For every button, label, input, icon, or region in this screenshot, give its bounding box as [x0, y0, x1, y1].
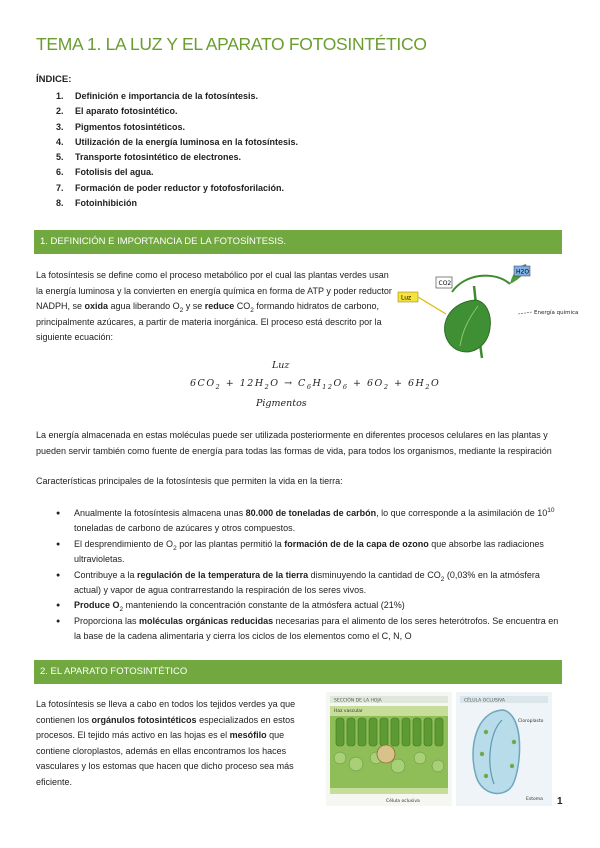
energy-paragraph: La energía almacenada en estas moléculas puede ser utilizada posteriormente en diferentes procesos celulares en las plantas y pueden servir también como fuente de energía para todas las formas de vida, para todos los organismos, mediante la respiración: [36, 430, 552, 456]
list-item: ● Anualmente la fotosíntesis almacena unas 80.000 de toneladas de carbón, lo que corresponde a la asimilación de $10^{10}$ toneladas de carbono de azúcares y otros compuestos.: [56, 506, 562, 537]
index-item: 6. Fotolisis del agua.: [56, 167, 154, 178]
luz-label: Luz: [401, 294, 412, 302]
index-label: ÍNDICE:: [36, 74, 72, 85]
index-item: 4. Utilización de la energía luminosa en la fotosíntesis.: [56, 136, 299, 147]
section-1-intro: La fotosíntesis se define como el proceso metabólico por el cual las plantas verdes usan la energía luminosa y la convierten en energía química en forma de ATP y poder reductor NADPH, se oxida agua liberando $O_2$ y se reduce $CO_2$ formando hidratos de carbono, principalmente azúcares, a partir de materia inorgánica. El proceso está descrito por la siguiente ecuación:: [36, 270, 392, 343]
h2o-label: H2O: [516, 268, 530, 276]
characteristics-list: [56, 506, 562, 645]
list-item: ● Proporciona las moléculas orgánicas reducidas necesarias para el alimento de los seres heterótrofos. Se encuentra en la base de la cadena alimentaria y cierra los ciclos de los elementos como el C, N, O: [56, 614, 562, 645]
stoma-label: Estoma: [526, 797, 543, 802]
energia-label: Energía química: [534, 310, 579, 316]
list-item: ● Contribuye a la regulación de la temperatura de la tierra disminuyendo la cantidad de $CO_2$ (0,03% en la atmósfera actual) y vapor de agua contrarrestando la respiración de los seres vivos.: [56, 568, 562, 599]
list-item: ● Produce $O_2$ manteniendo la concentración constante de la atmósfera actual (21%): [56, 598, 562, 613]
index-item: 8. Fotoinhibición: [56, 198, 137, 209]
index-item: 2. El aparato fotosintético.: [56, 106, 178, 117]
characteristics-intro: Características principales de la fotosíntesis que permiten la vida en la tierra:: [36, 476, 343, 486]
photosynthesis-equation: [160, 360, 450, 416]
section-1-heading: 1. DEFINICIÓN E IMPORTANCIA DE LA FOTOSÍNTESIS.: [34, 230, 562, 254]
photosynthesis-plant-figure: [394, 262, 579, 362]
section-2-paragraph: La fotosíntesis se lleva a cabo en todos los tejidos verdes ya que contienen los orgánulos fotosintéticos especializados en estos procesos. El tejido más activo en las hojas es el mesófilo que contiene cloroplastos, además en ellas encontramos los haces vasculares y los estomas que hacen que dicho proceso sea más eficiente.: [36, 699, 296, 787]
equation-pigmentos: Pigmentos: [256, 398, 307, 409]
list-item: ● El desprendimiento de $O_2$ por las plantas permitió la formación de de la capa de ozono que absorbe las radiaciones ultravioletas.: [56, 537, 562, 568]
index-item: 1. Definición e importancia de la fotosíntesis.: [56, 91, 259, 101]
page-number: 1: [557, 796, 563, 807]
co2-label: CO2: [438, 280, 452, 287]
leaf-section-header: SECCIÓN DE LA HOJA: [334, 698, 382, 704]
index-list: [56, 89, 298, 211]
index-item: 7. Formación de poder reductor y fotofosforilación.: [56, 182, 285, 193]
page-title: TEMA 1. LA LUZ Y EL APARATO FOTOSINTÉTICO: [36, 34, 427, 54]
index-item: 5. Transporte fotosintético de electrones.: [56, 152, 242, 163]
guard-cell-header: CÉLULA OCLUSIVA: [464, 698, 505, 704]
section-2-heading: 2. EL APARATO FOTOSINTÉTICO: [34, 660, 562, 684]
leaf-section-figure: [326, 692, 552, 806]
equation-main: $6CO_2 + 12H_2O \to C_6H_{12}O_6 + 6O_2 + 6H_2O$: [190, 378, 441, 391]
index-item: 3. Pigmentos fotosintéticos.: [56, 121, 186, 132]
chloroplast-label: Cloroplasto: [518, 719, 544, 724]
guard-cell-label: Célula oclusiva: [386, 799, 420, 804]
vascular-label: Haz vascular: [334, 709, 363, 714]
equation-luz: Luz: [272, 360, 290, 371]
